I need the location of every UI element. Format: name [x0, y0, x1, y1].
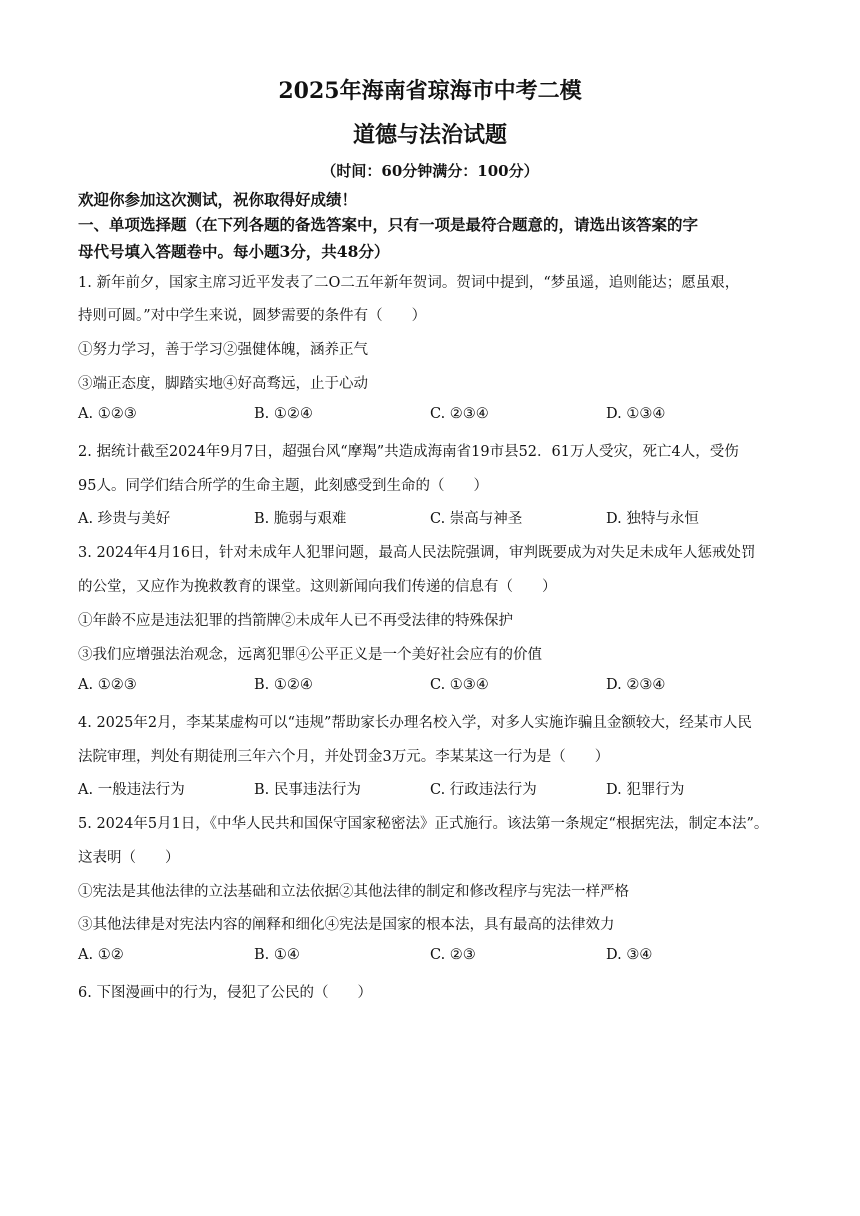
question-4-stem: 4. 2025年2月，李某某虚构可以“违规”帮助家长办理名校入学，对多人实施诈骗且金额较大，经某市人民 [78, 715, 752, 731]
question-3-statements: ①年龄不应是违法犯罪的挡箭牌②未成年人已不再受法律的特殊保护 [78, 613, 513, 629]
question-2-option-b: B. 脆弱与艰难 [254, 511, 347, 527]
question-3-stem: 3. 2024年4月16日，针对未成年人犯罪问题，最高人民法院强调，审判既要成为对失足未成年人惩戒处罚 [78, 545, 756, 561]
greeting: 欢迎你参加这次测试，祝你取得好成绩！ [78, 190, 358, 209]
question-4-stem-cont: 法院审理，判处有期徒刑三年六个月，并处罚金3万元。李某某这一行为是（ ） [78, 749, 610, 765]
exam-subject: 道德与法治试题 [352, 122, 507, 148]
question-2-option-d: D. 独特与永恒 [606, 511, 699, 527]
section-heading-cont: 母代号填入答题卷中。每小题3分，共48分） [78, 242, 390, 261]
question-6-stem: 6. 下图漫画中的行为，侵犯了公民的（ ） [78, 985, 372, 1001]
question-4-option-b: B. 民事违法行为 [254, 782, 361, 798]
question-5-stem-cont: 这表明（ ） [78, 850, 180, 866]
time-info: （时间：60分钟满分：100分） [321, 162, 539, 180]
question-4-option-d: D. 犯罪行为 [606, 782, 685, 798]
section-heading: 一、单项选择题（在下列各题的备选答案中，只有一项是最符合题意的，请选出该答案的字 [78, 215, 699, 234]
question-2-stem-cont: 95人。同学们结合所学的生命主题，此刻感受到生命的（ ） [78, 478, 488, 494]
question-1-stem: 1. 新年前夕，国家主席习近平发表了二O二五年新年贺词。贺词中提到，“梦虽遥，追则能达；愿虽艰， [78, 275, 740, 291]
question-3-statements-cont: ③我们应增强法治观念，远离犯罪④公平正义是一个美好社会应有的价值 [78, 647, 542, 663]
question-5-option-a: A. ①② [78, 947, 124, 963]
question-1-option-a: A. ①②③ [78, 406, 137, 422]
question-3-stem-cont: 的公堂，又应作为挽救教育的课堂。这则新闻向我们传递的信息有（ ） [78, 579, 557, 595]
question-3-option-d: D. ②③④ [606, 677, 666, 693]
question-5-statements-cont: ③其他法律是对宪法内容的阐释和细化④宪法是国家的根本法，具有最高的法律效力 [78, 917, 615, 933]
question-2-option-c: C. 崇高与神圣 [430, 511, 523, 527]
question-4-option-c: C. 行政违法行为 [430, 782, 537, 798]
question-5-statements: ①宪法是其他法律的立法基础和立法依据②其他法律的制定和修改程序与宪法一样严格 [78, 884, 629, 900]
question-1-stem-cont: 持则可圆。”对中学生来说，圆梦需要的条件有（ ） [78, 308, 427, 324]
question-3-option-c: C. ①③④ [430, 677, 489, 693]
question-3-option-a: A. ①②③ [78, 677, 137, 693]
question-5-stem: 5. 2024年5月1日，《中华人民共和国保守国家秘密法》正式施行。该法第一条规定“根据宪法，制定本法”。 [78, 816, 769, 832]
question-5-option-d: D. ③④ [606, 947, 653, 963]
question-1-option-b: B. ①②④ [254, 406, 313, 422]
question-1-option-c: C. ②③④ [430, 406, 489, 422]
question-5-option-c: C. ②③ [430, 947, 476, 963]
question-4-option-a: A. 一般违法行为 [78, 782, 185, 798]
exam-title: 2025年海南省琼海市中考二模 [278, 78, 582, 104]
question-5-option-b: B. ①④ [254, 947, 300, 963]
question-1-statements: ①努力学习，善于学习②强健体魄，涵养正气 [78, 342, 368, 358]
question-1-statements-cont: ③端正态度，脚踏实地④好高骛远，止于心动 [78, 376, 368, 392]
question-2-option-a: A. 珍贵与美好 [78, 511, 171, 527]
question-1-option-d: D. ①③④ [606, 406, 666, 422]
question-3-option-b: B. ①②④ [254, 677, 313, 693]
question-2-stem: 2. 据统计截至2024年9月7日，超强台风“摩羯”共造成海南省19市县52．61万人受灾，死亡4人，受伤 [78, 444, 739, 460]
